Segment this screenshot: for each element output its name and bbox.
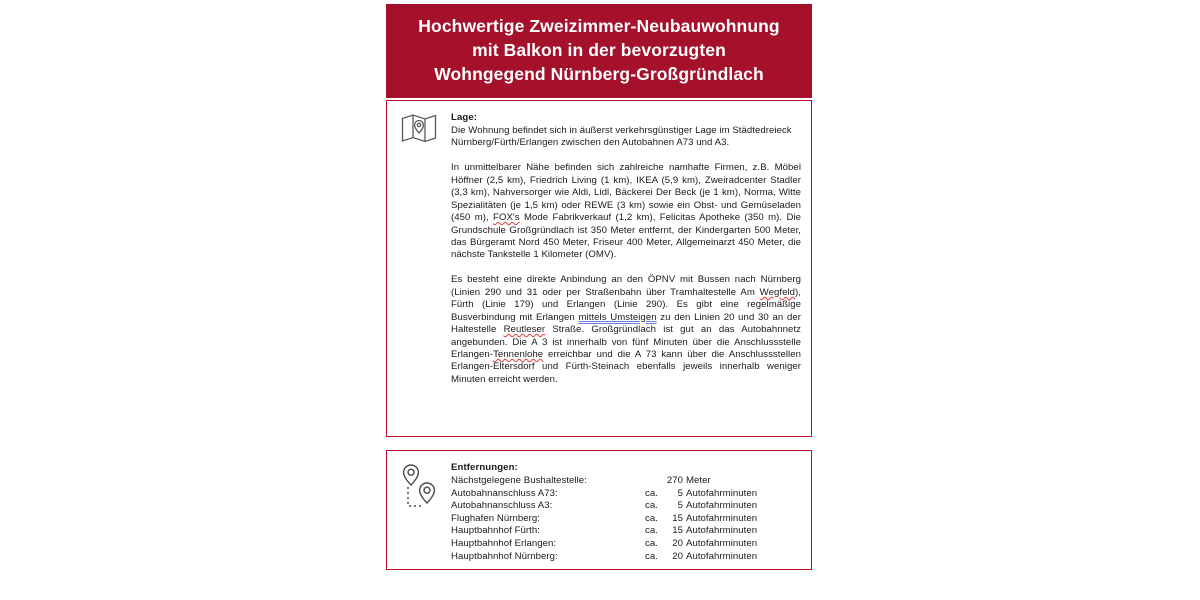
entfernungen-content	[451, 462, 801, 563]
distance-prefix-cell: ca.	[645, 550, 658, 562]
lage-paragraph-2	[451, 162, 801, 262]
distances-table	[451, 475, 757, 563]
distance-unit-cell: Autofahrminuten	[686, 512, 758, 524]
spellcheck-wegfeld: Wegfeld	[759, 286, 796, 298]
distance-number-cell: 20	[672, 550, 683, 562]
para3-part-b: ), Fürth (Linie 179) und Erlangen (Linie 290). Es gibt eine regelmäßige Busverbindung mit Erlangen	[451, 286, 801, 323]
header-banner	[386, 4, 812, 98]
lage-section-box	[386, 100, 812, 437]
distance-label-cell: Hauptbahnhof Fürth:	[451, 525, 540, 537]
distance-number-cell: 15	[672, 525, 683, 537]
banner-line-3: Wohngegend Nürnberg-Großgründlach	[434, 64, 764, 84]
folded-map-with-pin-icon	[401, 113, 441, 143]
route-icon-container	[401, 463, 441, 511]
para3-part-e: erreichbar und die A 73 kann über die Anschlussstellen Erlangen-Eltersdorf und Fürth-Steinach ebenfalls jeweils innerhalb weniger Minuten erreicht werden.	[451, 349, 801, 385]
distance-prefix-cell: ca.	[645, 500, 658, 512]
para2-part-a: In unmittelbarer Nähe befinden sich zahlreiche namhafte Firmen, z.B. Möbel Höffner (2,5 km), Friedrich Living (1 km), IKEA (5,9 km), Zweiradcenter Stadler (3,3 km), Nahversorger wie Aldi, Lidl, Bäckerei Der Beck (je 1 km), Norma, Witte Spezialitäten (je 1,5 km) oder REWE (3 km) sowie ein Obst- und Gemüseladen (450 m),	[451, 162, 801, 224]
table-row	[451, 551, 757, 564]
table-row	[451, 513, 757, 526]
table-row	[451, 538, 757, 551]
banner-line-2: mit Balkon in der bevorzugten	[472, 40, 726, 60]
para3-part-a: Es besteht eine direkte Anbindung an den ÖPNV mit Bussen nach Nürnberg (Linien 290 und 31 oder per Straßenbahn über Tramhaltestelle Am	[451, 274, 801, 298]
table-row	[451, 525, 757, 538]
distance-unit-cell: Autofahrminuten	[686, 487, 758, 499]
entfernungen-title: Entfernungen:	[451, 462, 518, 473]
para3-part-c: zu den Linien 20 und 30 an der Haltestelle	[451, 311, 801, 336]
entfernungen-section-box	[386, 450, 812, 570]
distance-number-cell: 5	[677, 500, 683, 512]
distance-number-cell: 15	[672, 512, 683, 524]
distance-unit-cell: Autofahrminuten	[686, 550, 758, 562]
distance-unit-cell: Autofahrminuten	[686, 537, 758, 549]
distance-prefix-cell	[645, 475, 665, 488]
distance-label-cell: Hauptbahnhof Nürnberg:	[451, 550, 558, 562]
table-row	[451, 500, 757, 513]
distance-label-cell: Hauptbahnhof Erlangen:	[451, 537, 557, 549]
distance-prefix-cell: ca.	[645, 537, 658, 549]
spellcheck-reutleser: Reutleser	[503, 324, 546, 336]
distance-prefix-cell: ca.	[645, 487, 658, 499]
distance-number-cell: 5	[677, 487, 683, 499]
para2-part-b: Mode Fabrikverkauf (1,2 km), Felicitas Apotheke (350 m). Die Grundschule Großgründlach ist 350 Meter entfernt, der Kindergarten 500 Meter, das Bürgeramt Nord 450 Meter, Friseur 400 Meter, Allgemeinarzt 450 Meter, die nächste Tankstelle 1 Kilometer (OMV).	[451, 212, 801, 261]
lage-content	[451, 112, 801, 386]
para3-part-d: Straße. Großgründlach ist gut an das Autobahnnetz angebunden. Die A 3 ist innerhalb von fünf Minuten über die Anschlussstelle Erlangen-	[451, 324, 802, 361]
map-icon-container	[401, 113, 441, 143]
distance-number-cell: 270	[666, 475, 683, 486]
distance-label-cell: Autobahnanschluss A3:	[451, 500, 553, 512]
banner-line-1: Hochwertige Zweizimmer-Neubauwohnung	[418, 16, 780, 36]
lage-title: Lage:	[451, 112, 478, 123]
spellcheck-tennenlohe: Tennenlohe	[493, 349, 544, 361]
distance-label-cell: Nächstgelegene Bushaltestelle:	[451, 475, 587, 486]
lage-paragraph-3	[451, 274, 801, 386]
distance-unit-cell: Autofahrminuten	[686, 500, 758, 512]
distance-unit-cell: Meter	[686, 475, 711, 486]
distance-unit-cell: Autofahrminuten	[686, 525, 758, 537]
lage-paragraph-1: Die Wohnung befindet sich in äußerst verkehrsgünstiger Lage im Städtedreieck Nürnberg/Fürth/Erlangen zwischen den Autobahnen A73 und A3.	[451, 125, 792, 149]
grammar-mittels-umsteigen: mittels Umsteigen	[578, 311, 657, 323]
distance-prefix-cell: ca.	[645, 525, 658, 537]
table-row	[451, 488, 757, 501]
distances-table-body	[451, 475, 757, 563]
distance-label-cell: Autobahnanschluss A73:	[451, 487, 558, 499]
distance-prefix-cell: ca.	[645, 512, 658, 524]
route-two-pins-icon	[401, 463, 441, 511]
distance-number-cell: 20	[672, 537, 683, 549]
table-row	[451, 475, 757, 488]
distance-label-cell: Flughafen Nürnberg:	[451, 512, 540, 524]
spellcheck-foxs: FOX's	[493, 212, 520, 224]
